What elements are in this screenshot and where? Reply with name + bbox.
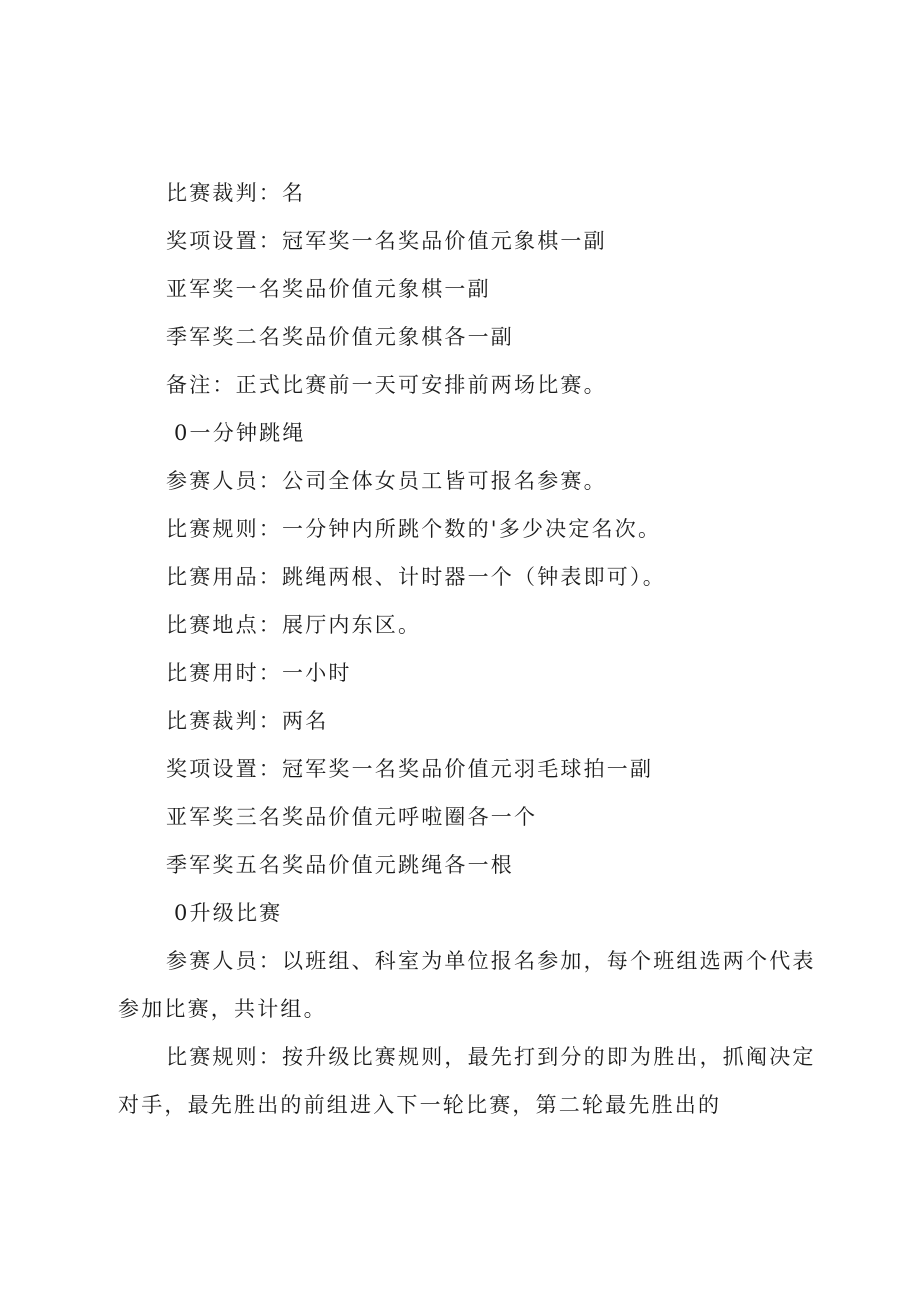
section-heading-upgrade-game: 0升级比赛 (174, 901, 283, 925)
section-heading-jump-rope: 0一分钟跳绳 (174, 421, 306, 445)
paragraph-first-line: 比赛规则：按升级比赛规则，最先打到分的即为胜出，抓阄决定 (166, 1045, 816, 1069)
rules-line: 比赛规则：一分钟内所跳个数的'多少决定名次。 (166, 517, 662, 541)
location-line: 比赛地点：展厅内东区。 (166, 613, 422, 637)
award-setting-line-2: 奖项设置：冠军奖一名奖品价值元羽毛球拍一副 (166, 757, 654, 781)
participants-paragraph (118, 948, 818, 1022)
equipment-line: 比赛用品：跳绳两根、计时器一个（钟表即可）。 (166, 565, 666, 589)
third-place-line-2: 季军奖五名奖品价值元跳绳各一根 (166, 853, 514, 877)
participants-line: 参赛人员：公司全体女员工皆可报名参赛。 (166, 469, 607, 493)
paragraph-continuation-line: 参加比赛，共计组。 (118, 997, 327, 1021)
runner-up-line-2: 亚军奖三名奖品价值元呼啦圈各一个 (166, 805, 538, 829)
referee-line-2: 比赛裁判：两名 (166, 709, 329, 733)
runner-up-line-1: 亚军奖一名奖品价值元象棋一副 (166, 277, 491, 301)
duration-line: 比赛用时：一小时 (166, 661, 352, 685)
paragraph-continuation-line: 对手，最先胜出的前组进入下一轮比赛，第二轮最先胜出的 (118, 1093, 722, 1117)
paragraph-first-line: 参赛人员：以班组、科室为单位报名参加，每个班组选两个代表 (166, 949, 816, 973)
third-place-line-1: 季军奖二名奖品价值元象棋各一副 (166, 325, 514, 349)
referee-line-1: 比赛裁判：名 (166, 181, 306, 205)
award-setting-line-1: 奖项设置：冠军奖一名奖品价值元象棋一副 (166, 229, 607, 253)
rules-paragraph (118, 1044, 818, 1118)
note-line: 备注：正式比赛前一天可安排前两场比赛。 (166, 373, 607, 397)
